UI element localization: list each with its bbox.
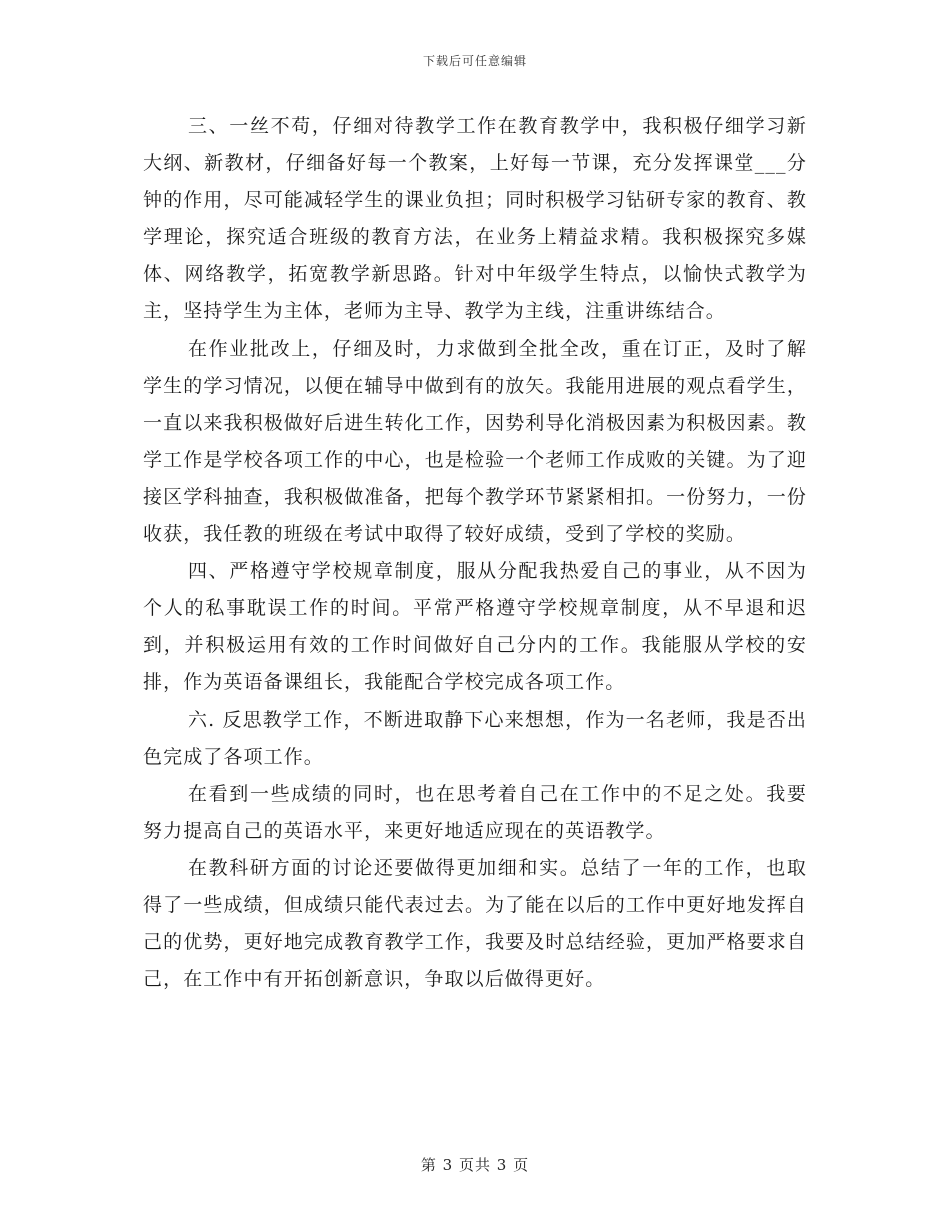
document-body (143, 108, 807, 998)
paragraph-homework-correction: 在作业批改上，仔细及时，力求做到全批全改，重在订正，及时了解学生的学习情况，以便在辅导中做到有的放矢。我能用进展的观点看学生，一直以来我积极做好后进生转化工作，因势利导化消极因素为积极因素。教学工作是学校各项工作的中心，也是检验一个老师工作成败的关键。为了迎接区学科抽查，我积极做准备，把每个教学环节紧紧相扣。一份努力，一份收获，我任教的班级在考试中取得了较好成绩，受到了学校的奖励。 (143, 337, 807, 546)
paragraph-teaching-attitude: 三、一丝不苟，仔细对待教学工作在教育教学中，我积极仔细学习新大纲、新教材，仔细备好每一个教案，上好每一节课，充分发挥课堂___分钟的作用，尽可能减轻学生的课业负担；同时积极学习钻研专家的教育、教学理论，探究适合班级的教育方法，在业务上精益求精。我积极探究多媒体、网络教学，拓宽教学新思路。针对中年级学生特点，以愉快式教学为主，坚持学生为主体，老师为主导、教学为主线，注重讲练结合。 (143, 115, 807, 323)
paragraph-reflection: 六. 反思教学工作，不断进取静下心来想想，作为一名老师，我是否出色完成了各项工作。 (143, 708, 807, 768)
paragraph-shortcomings: 在看到一些成绩的同时，也在思考着自己在工作中的不足之处。我要努力提高自己的英语水平，来更好地适应现在的英语教学。 (143, 782, 807, 842)
paragraph-school-rules: 四、严格遵守学校规章制度，服从分配我热爱自己的事业，从不因为个人的私事耽误工作的时间。平常严格遵守学校规章制度，从不早退和迟到，并积极运用有效的工作时间做好自己分内的工作。我能服从学校的安排，作为英语备课组长，我能配合学校完成各项工作。 (143, 560, 807, 694)
page-header: 下载后可任意编辑 (422, 54, 527, 68)
paragraph-research-summary: 在教科研方面的讨论还要做得更加细和实。总结了一年的工作，也取得了一些成绩，但成绩只能代表过去。为了能在以后的工作中更好地发挥自己的优势，更好地完成教育教学工作，我要及时总结经验，更加严格要求自己，在工作中有开拓创新意识，争取以后做得更好。 (143, 856, 807, 991)
page-footer: 第 3 页共 3 页 (420, 1156, 530, 1174)
